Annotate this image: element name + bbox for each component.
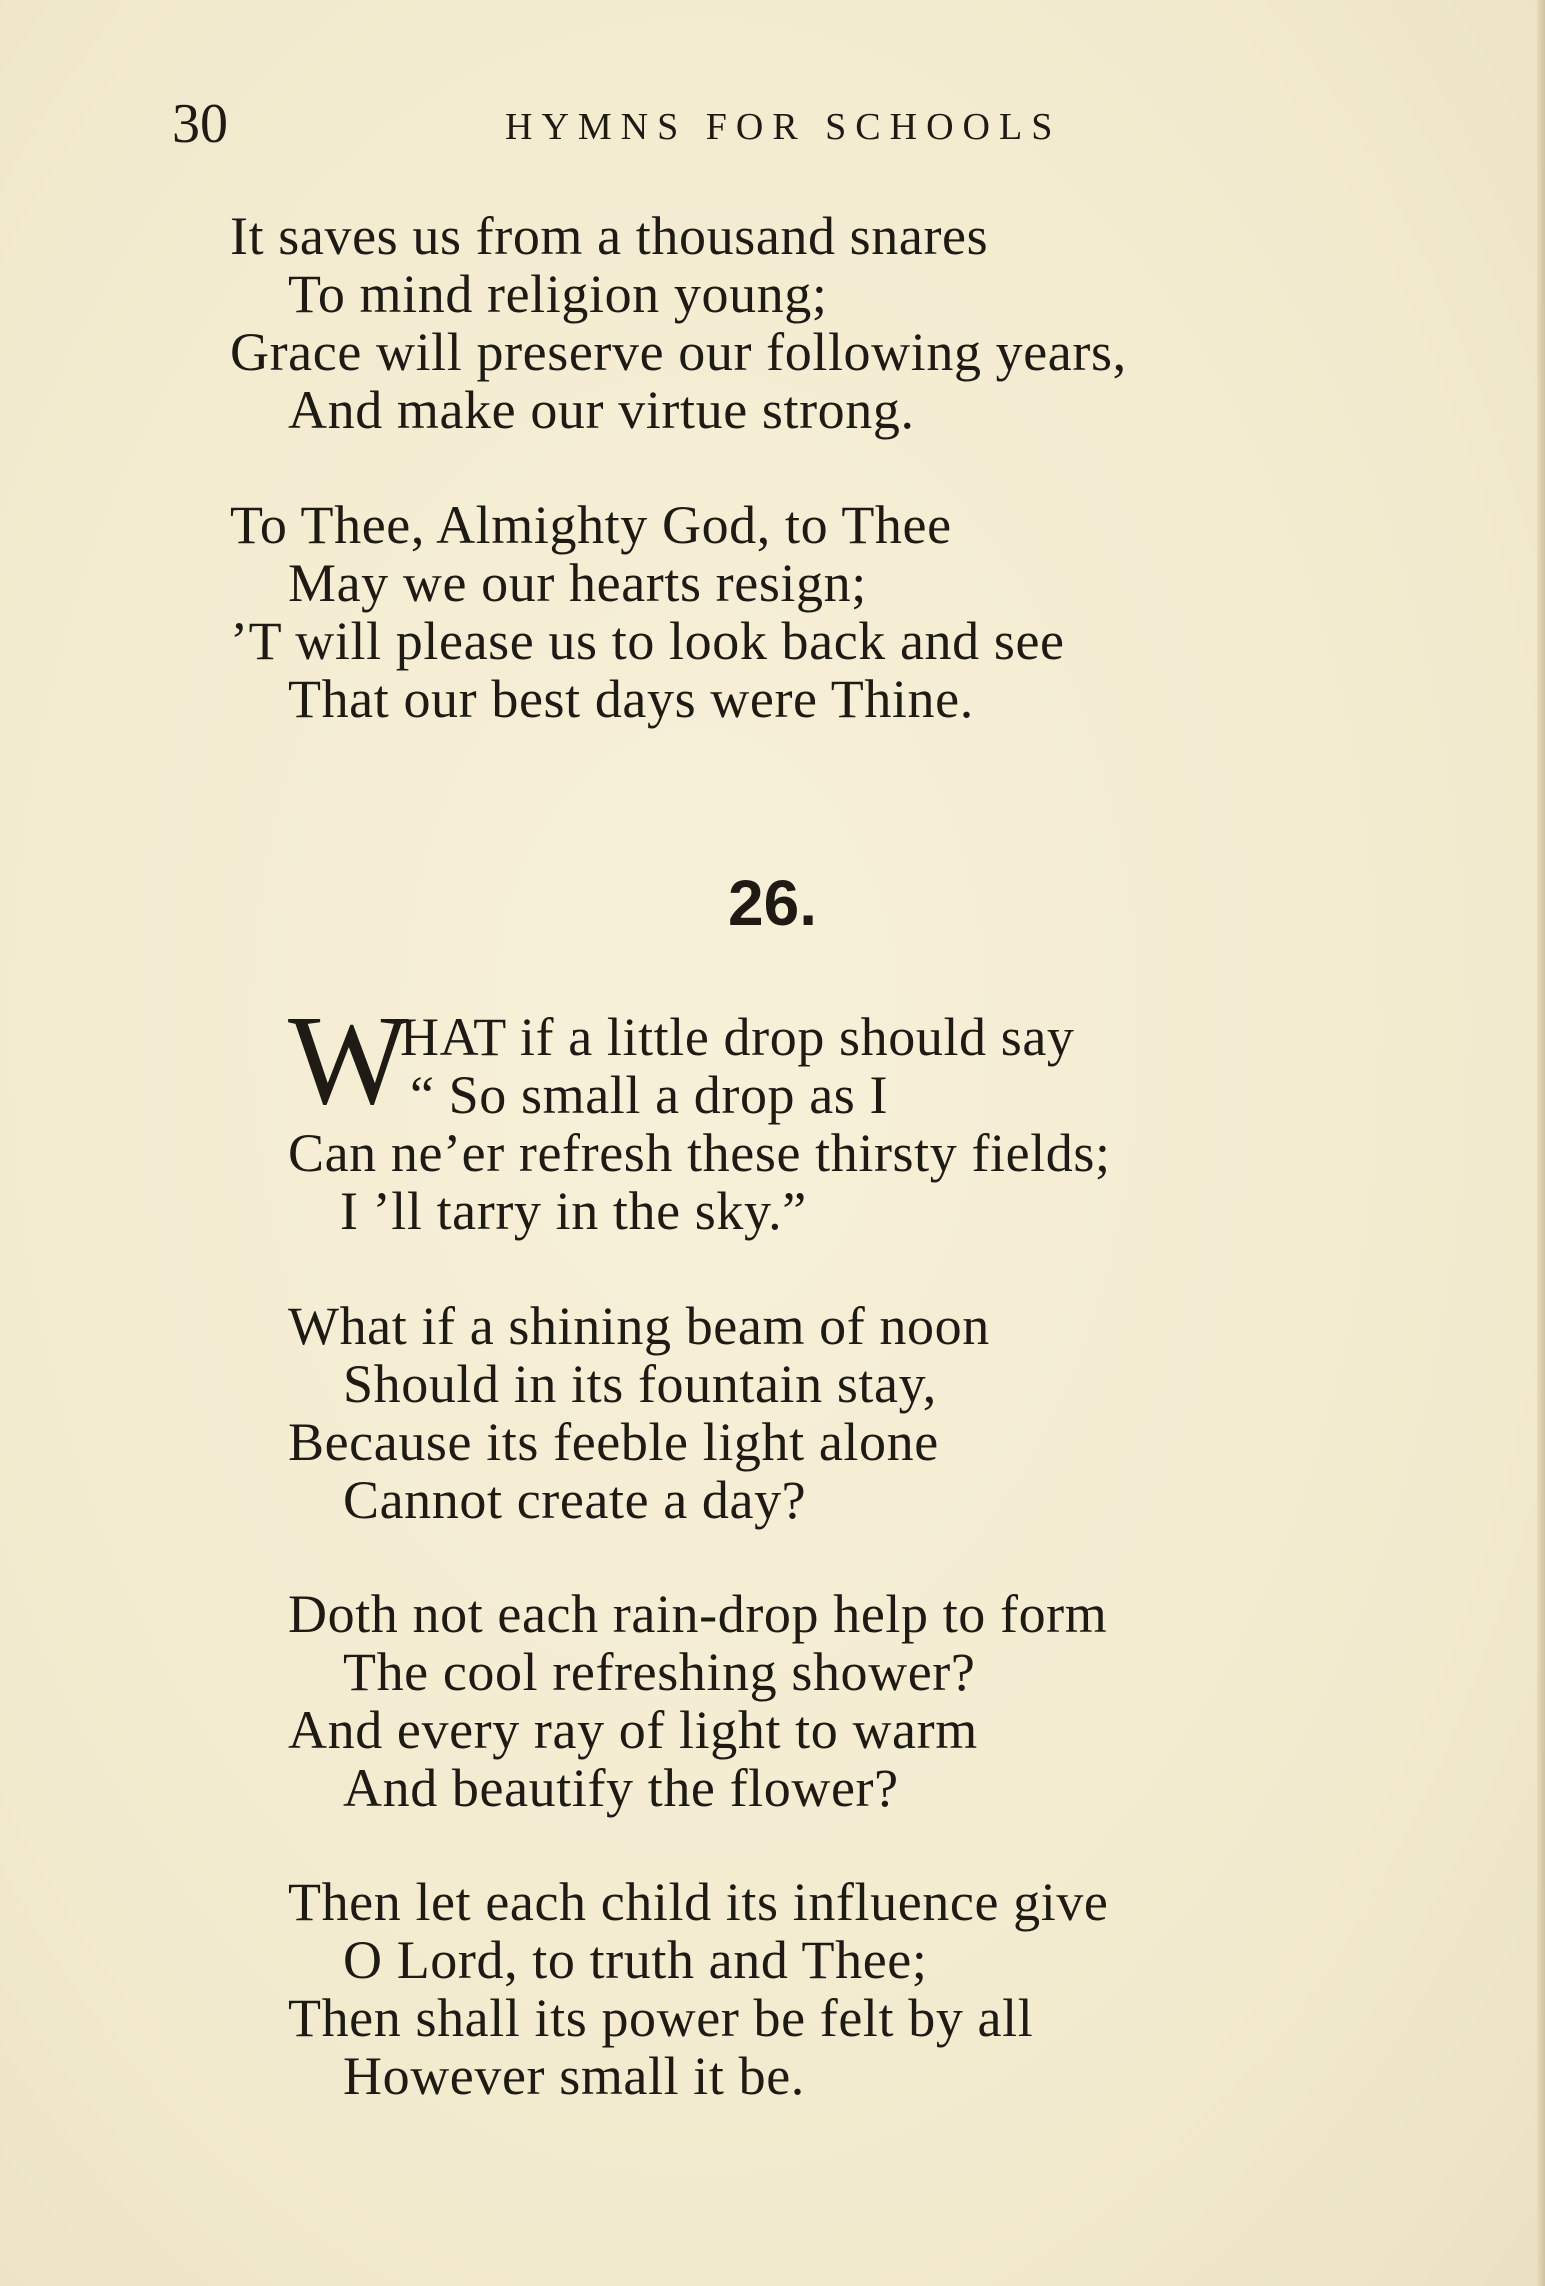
verse-line: Can ne’er refresh these thirsty fields; bbox=[288, 1123, 1111, 1183]
verse-line: That our best days were Thine. bbox=[288, 669, 974, 729]
verse-line: What if a shining beam of noon bbox=[288, 1296, 990, 1356]
verse-line: To Thee, Almighty God, to Thee bbox=[230, 495, 952, 555]
verse-line: HAT if a little drop should say bbox=[400, 1007, 1075, 1067]
verse-line: Should in its fountain stay, bbox=[343, 1354, 937, 1414]
verse-line: I ’ll tarry in the sky.” bbox=[340, 1181, 807, 1241]
running-title: HYMNS FOR SCHOOLS bbox=[505, 106, 1062, 148]
verse-line: Grace will preserve our following years, bbox=[230, 322, 1127, 382]
verse-line: Because its feeble light alone bbox=[288, 1412, 939, 1472]
verse-line: And every ray of light to warm bbox=[288, 1700, 978, 1760]
verse-line: The cool refreshing shower? bbox=[343, 1642, 976, 1702]
verse-line: It saves us from a thousand snares bbox=[230, 206, 989, 266]
hymn-number: 26. bbox=[728, 867, 817, 939]
verse-line: Cannot create a day? bbox=[343, 1470, 807, 1530]
page-edge bbox=[1537, 0, 1545, 2286]
verse-line: However small it be. bbox=[343, 2046, 805, 2106]
verse-line: O Lord, to truth and Thee; bbox=[343, 1930, 928, 1990]
verse-line: To mind religion young; bbox=[288, 264, 828, 324]
verse-line: And beautify the flower? bbox=[343, 1758, 899, 1818]
verse-line: “ So small a drop as I bbox=[410, 1065, 889, 1125]
verse-line: May we our hearts resign; bbox=[288, 553, 867, 613]
running-header bbox=[0, 92, 1545, 162]
verse-line: ’T will please us to look back and see bbox=[230, 611, 1065, 671]
page-number: 30 bbox=[172, 93, 228, 155]
drop-cap: W bbox=[288, 989, 407, 1131]
verse-line: Doth not each rain-drop help to form bbox=[288, 1584, 1108, 1644]
verse-line: And make our virtue strong. bbox=[288, 380, 915, 440]
verse-line: Then let each child its influence give bbox=[288, 1872, 1109, 1932]
verse-line: Then shall its power be felt by all bbox=[288, 1988, 1034, 2048]
